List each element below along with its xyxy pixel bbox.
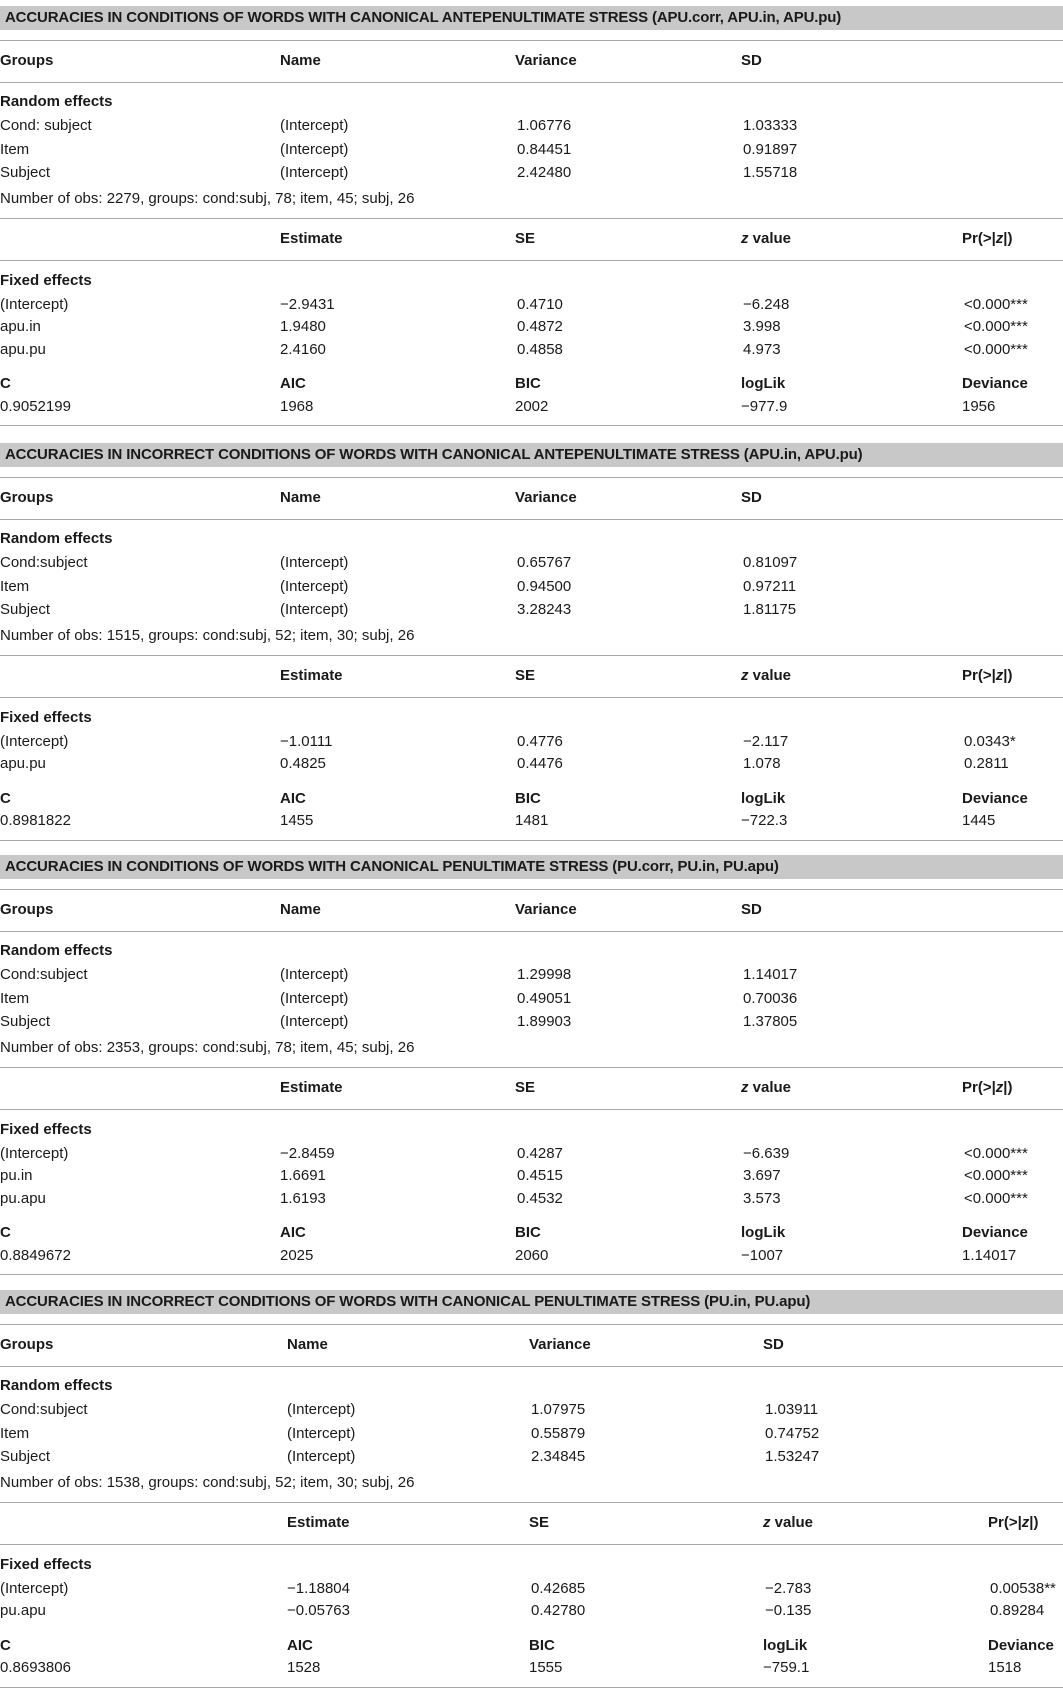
table-cell: (Intercept) — [280, 1013, 349, 1031]
column-header: SE — [515, 1078, 536, 1096]
table-cell: Subject — [0, 164, 51, 182]
table-cell: (Intercept) — [280, 117, 349, 134]
column-header-pvalue — [962, 665, 1013, 687]
column-header-z-value — [741, 1077, 791, 1099]
random-effects-header-row — [0, 50, 1063, 72]
pr-prefix: Pr(>| — [962, 229, 996, 247]
table-cell: 0.4872 — [517, 318, 563, 336]
z-italic: z — [741, 666, 749, 684]
divider — [0, 1687, 1063, 1688]
pr-suffix: |) — [1003, 229, 1013, 247]
divider — [0, 519, 1063, 520]
table-row — [0, 1578, 1063, 1600]
table-cell: 0.70036 — [743, 989, 798, 1007]
table-cell: (Intercept) — [0, 732, 69, 750]
table-cell: −6.639 — [743, 1144, 790, 1162]
fit-statistic-label: logLik — [741, 1224, 786, 1242]
table-cell: 0.4858 — [517, 340, 563, 358]
table-row — [0, 576, 1063, 598]
table-row — [0, 964, 1063, 986]
fit-statistic-value: 1455 — [280, 812, 314, 830]
table-cell: (Intercept) — [287, 1401, 356, 1418]
column-header: Name — [280, 52, 321, 69]
z-value-label: value — [748, 1078, 792, 1096]
divider — [0, 931, 1063, 932]
table-cell: −2.117 — [743, 732, 789, 750]
table-cell: (Intercept) — [280, 577, 349, 595]
table-cell: 3.28243 — [517, 601, 572, 619]
table-cell: Item — [0, 140, 30, 158]
fit-statistic-value: −722.3 — [741, 812, 788, 830]
divider — [0, 1109, 1063, 1110]
fit-statistic-label: AIC — [287, 1636, 313, 1654]
section-title-banner — [0, 6, 1063, 30]
table-row — [0, 1143, 1063, 1165]
fit-statistics-header-row — [0, 1222, 1063, 1244]
fit-statistics-header-row — [0, 788, 1063, 810]
fixed-effects-label-row — [0, 707, 1063, 729]
table-cell: <0.000*** — [964, 340, 1028, 358]
fixed-effects-label: Fixed effects — [0, 1120, 92, 1138]
table-cell: Cond:subject — [0, 966, 88, 983]
random-effects-label-row — [0, 940, 1063, 962]
table-cell: Cond:subject — [0, 554, 88, 571]
column-header: SD — [741, 901, 762, 918]
table-cell: Item — [0, 1424, 30, 1442]
random-effects-label: Random effects — [0, 1377, 113, 1394]
divider — [0, 840, 1063, 841]
fit-statistic-value: 1528 — [287, 1659, 321, 1677]
fit-statistic-value: 0.8981822 — [0, 812, 71, 830]
fit-statistic-value: −1007 — [741, 1246, 784, 1264]
table-cell: Item — [0, 989, 30, 1007]
fit-statistic-label: Deviance — [988, 1636, 1054, 1654]
table-cell: 1.29998 — [517, 966, 572, 983]
pr-suffix: |) — [1003, 1078, 1013, 1096]
fit-statistic-value: 0.8693806 — [0, 1659, 71, 1677]
table-cell: (Intercept) — [287, 1424, 356, 1442]
fit-statistic-label: AIC — [280, 375, 306, 393]
z-italic: z — [741, 1078, 749, 1096]
fit-statistic-label: C — [0, 375, 11, 393]
table-cell: 0.84451 — [517, 140, 572, 158]
fit-statistic-value: 1968 — [280, 397, 314, 415]
fixed-effects-header-row — [0, 228, 1063, 250]
divider — [0, 1274, 1063, 1275]
fit-statistic-value: 2060 — [515, 1246, 549, 1264]
table-cell: <0.000*** — [964, 318, 1028, 336]
divider — [0, 655, 1063, 656]
table-row — [0, 1011, 1063, 1033]
table-cell: 1.55718 — [743, 164, 798, 182]
divider — [0, 1366, 1063, 1367]
table-cell: 0.55879 — [531, 1424, 586, 1442]
fit-statistic-value: 2025 — [280, 1246, 314, 1264]
table-row — [0, 1188, 1063, 1210]
observations-note-row — [0, 1472, 1063, 1494]
column-header: Variance — [515, 52, 577, 69]
fit-statistics-value-row — [0, 396, 1063, 418]
column-header-pvalue — [962, 1077, 1013, 1099]
table-cell: (Intercept) — [280, 554, 349, 571]
table-cell: 1.89903 — [517, 1013, 572, 1031]
column-header: Variance — [515, 489, 577, 506]
column-header-pvalue — [988, 1512, 1039, 1534]
table-row — [0, 1446, 1063, 1468]
column-header: Groups — [0, 52, 54, 69]
table-cell: 0.49051 — [517, 989, 572, 1007]
fixed-effects-header-row — [0, 665, 1063, 687]
observations-note: Number of obs: 1515, groups: cond:subj, 52; item, 30; subj, 26 — [0, 626, 415, 644]
table-cell: apu.pu — [0, 340, 46, 358]
table-cell: apu.pu — [0, 755, 46, 773]
observations-note-row — [0, 1037, 1063, 1059]
table-cell: 0.42685 — [531, 1579, 586, 1597]
column-header: Estimate — [280, 666, 343, 684]
fit-statistic-value: 0.8849672 — [0, 1246, 71, 1264]
fit-statistic-value: −977.9 — [741, 397, 788, 415]
fit-statistic-value: 1.14017 — [962, 1246, 1017, 1264]
table-cell: 3.573 — [743, 1189, 781, 1207]
table-cell: 4.973 — [743, 340, 781, 358]
divider — [0, 697, 1063, 698]
table-cell: 1.9480 — [280, 318, 326, 336]
fit-statistics-value-row — [0, 1657, 1063, 1679]
table-cell: −2.8459 — [280, 1144, 335, 1162]
divider — [0, 889, 1063, 890]
column-header-z-value — [741, 228, 791, 250]
section-title: ACCURACIES IN INCORRECT CONDITIONS OF WORDS WITH CANONICAL ANTEPENULTIMATE STRESS (APU.in, APU.pu) — [5, 446, 863, 463]
table-row — [0, 599, 1063, 621]
fit-statistic-value: 1555 — [529, 1659, 563, 1677]
section-title-banner — [0, 443, 1063, 467]
table-row — [0, 115, 1063, 137]
fit-statistic-label: logLik — [741, 375, 786, 393]
table-cell: 0.65767 — [517, 554, 572, 571]
fit-statistic-label: BIC — [515, 1224, 541, 1242]
fixed-effects-label-row — [0, 1554, 1063, 1576]
table-row — [0, 316, 1063, 338]
column-header: Name — [280, 901, 321, 918]
table-cell: (Intercept) — [280, 164, 349, 182]
divider — [0, 218, 1063, 219]
table-cell: 0.4287 — [517, 1144, 563, 1162]
column-header-pvalue — [962, 228, 1013, 250]
random-effects-header-row — [0, 1334, 1063, 1356]
column-header: Name — [280, 489, 321, 506]
fit-statistic-label: logLik — [763, 1636, 808, 1654]
column-header: Variance — [515, 901, 577, 918]
fit-statistic-value: 0.9052199 — [0, 397, 71, 415]
table-cell: <0.000*** — [964, 1167, 1028, 1185]
column-header: Groups — [0, 1336, 54, 1353]
table-row — [0, 1165, 1063, 1187]
table-cell: −0.135 — [765, 1602, 812, 1620]
z-value-label: value — [770, 1513, 814, 1531]
table-cell: 0.89284 — [990, 1602, 1045, 1620]
fit-statistic-label: AIC — [280, 1224, 306, 1242]
section-title: ACCURACIES IN CONDITIONS OF WORDS WITH CANONICAL ANTEPENULTIMATE STRESS (APU.corr, APU.in, APU.pu) — [5, 9, 842, 26]
table-cell: 0.4710 — [517, 295, 563, 313]
divider — [0, 1067, 1063, 1068]
fixed-effects-label-row — [0, 1119, 1063, 1141]
pr-prefix: Pr(>| — [962, 666, 996, 684]
table-cell: 1.14017 — [743, 966, 798, 983]
table-cell: 0.4476 — [517, 755, 563, 773]
table-cell: pu.in — [0, 1167, 33, 1185]
table-cell: 1.6691 — [280, 1167, 326, 1185]
table-cell: 2.42480 — [517, 164, 572, 182]
divider — [0, 40, 1063, 41]
fixed-effects-label: Fixed effects — [0, 271, 92, 289]
column-header: SD — [741, 489, 762, 506]
table-cell: Subject — [0, 1448, 51, 1466]
table-cell: Subject — [0, 1013, 51, 1031]
table-cell: 1.078 — [743, 755, 781, 773]
fit-statistic-value: −759.1 — [763, 1659, 810, 1677]
column-header: SE — [529, 1513, 550, 1531]
fixed-effects-header-row — [0, 1512, 1063, 1534]
fit-statistic-value: 1518 — [988, 1659, 1022, 1677]
table-cell: <0.000*** — [964, 1189, 1028, 1207]
pr-prefix: Pr(>| — [988, 1513, 1022, 1531]
column-header: SD — [741, 52, 762, 69]
random-effects-label-row — [0, 1375, 1063, 1397]
table-cell: 1.6193 — [280, 1189, 326, 1207]
z-italic: z — [995, 1078, 1004, 1096]
fit-statistics-value-row — [0, 1245, 1063, 1267]
divider — [0, 1544, 1063, 1545]
table-cell: <0.000*** — [964, 1144, 1028, 1162]
table-row — [0, 988, 1063, 1010]
z-value-label: value — [748, 229, 792, 247]
section-title-banner — [0, 855, 1063, 879]
random-effects-label: Random effects — [0, 530, 113, 547]
random-effects-label-row — [0, 91, 1063, 113]
table-cell: −2.9431 — [280, 295, 335, 313]
table-cell: 0.81097 — [743, 554, 798, 571]
table-cell: 0.94500 — [517, 577, 572, 595]
divider — [0, 477, 1063, 478]
divider — [0, 260, 1063, 261]
table-cell: 0.97211 — [743, 577, 797, 595]
table-cell: pu.apu — [0, 1189, 46, 1207]
pr-suffix: |) — [1003, 666, 1013, 684]
observations-note: Number of obs: 1538, groups: cond:subj, 52; item, 30; subj, 26 — [0, 1473, 415, 1491]
table-row — [0, 339, 1063, 361]
column-header: SE — [515, 666, 536, 684]
column-header: Variance — [529, 1336, 591, 1353]
observations-note-row — [0, 625, 1063, 647]
observations-note: Number of obs: 2279, groups: cond:subj, 78; item, 45; subj, 26 — [0, 189, 415, 207]
table-cell: −1.0111 — [280, 732, 333, 750]
pr-prefix: Pr(>| — [962, 1078, 996, 1096]
z-italic: z — [995, 666, 1004, 684]
fixed-effects-label: Fixed effects — [0, 1555, 92, 1573]
z-italic: z — [1021, 1513, 1030, 1531]
table-cell: 1.37805 — [743, 1013, 798, 1031]
table-row — [0, 552, 1063, 574]
fit-statistic-label: C — [0, 1224, 11, 1242]
fit-statistics-header-row — [0, 1635, 1063, 1657]
fit-statistics-header-row — [0, 373, 1063, 395]
table-cell: (Intercept) — [287, 1448, 356, 1466]
table-cell: 0.42780 — [531, 1602, 586, 1620]
table-cell: 1.53247 — [765, 1448, 820, 1466]
table-cell: 0.4825 — [280, 755, 326, 773]
table-cell: (Intercept) — [280, 966, 349, 983]
table-cell: Cond:subject — [0, 1401, 88, 1418]
table-cell: −0.05763 — [287, 1602, 350, 1620]
table-cell: (Intercept) — [280, 601, 349, 619]
column-header: Estimate — [280, 229, 343, 247]
fixed-effects-label: Fixed effects — [0, 708, 92, 726]
divider — [0, 425, 1063, 426]
z-value-label: value — [748, 666, 792, 684]
fit-statistic-label: logLik — [741, 789, 786, 807]
section-title-banner — [0, 1290, 1063, 1314]
fit-statistic-label: Deviance — [962, 1224, 1028, 1242]
table-cell: (Intercept) — [0, 295, 69, 313]
column-header: Groups — [0, 901, 54, 918]
fixed-effects-label-row — [0, 270, 1063, 292]
fit-statistic-label: Deviance — [962, 789, 1028, 807]
table-row — [0, 731, 1063, 753]
divider — [0, 1502, 1063, 1503]
column-header: Groups — [0, 489, 54, 506]
table-cell: Item — [0, 577, 30, 595]
random-effects-header-row — [0, 487, 1063, 509]
random-effects-label: Random effects — [0, 93, 113, 110]
table-row — [0, 139, 1063, 161]
observations-note: Number of obs: 2353, groups: cond:subj, 78; item, 45; subj, 26 — [0, 1038, 415, 1056]
table-cell: 1.06776 — [517, 117, 572, 134]
table-row — [0, 753, 1063, 775]
z-italic: z — [763, 1513, 771, 1531]
fit-statistic-value: 1956 — [962, 397, 996, 415]
column-header-z-value — [741, 665, 791, 687]
table-cell: −1.18804 — [287, 1579, 350, 1597]
table-cell: 0.4515 — [517, 1167, 563, 1185]
table-cell: pu.apu — [0, 1602, 46, 1620]
table-cell: Subject — [0, 601, 51, 619]
random-effects-label-row — [0, 528, 1063, 550]
fit-statistic-label: BIC — [515, 375, 541, 393]
random-effects-header-row — [0, 899, 1063, 921]
table-row — [0, 1600, 1063, 1622]
random-effects-label: Random effects — [0, 942, 113, 959]
column-header: SD — [763, 1336, 784, 1353]
table-cell: 2.4160 — [280, 340, 326, 358]
fit-statistic-value: 1481 — [515, 812, 549, 830]
divider — [0, 1324, 1063, 1325]
table-cell: −6.248 — [743, 295, 790, 313]
table-cell: <0.000*** — [964, 295, 1028, 313]
column-header: Estimate — [280, 1078, 343, 1096]
table-cell: (Intercept) — [280, 140, 349, 158]
table-cell: (Intercept) — [280, 989, 349, 1007]
fit-statistics-value-row — [0, 810, 1063, 832]
column-header: Estimate — [287, 1513, 350, 1531]
table-row — [0, 1423, 1063, 1445]
column-header: Name — [287, 1336, 328, 1353]
table-cell: 1.03333 — [743, 117, 798, 134]
table-cell: 0.74752 — [765, 1424, 820, 1442]
table-cell: 1.03911 — [765, 1401, 819, 1418]
section-title: ACCURACIES IN INCORRECT CONDITIONS OF WORDS WITH CANONICAL PENULTIMATE STRESS (PU.in, PU.apu) — [5, 1293, 811, 1310]
fit-statistic-label: BIC — [515, 789, 541, 807]
pr-suffix: |) — [1029, 1513, 1039, 1531]
section-title: ACCURACIES IN CONDITIONS OF WORDS WITH CANONICAL PENULTIMATE STRESS (PU.corr, PU.in, PU.apu) — [5, 858, 779, 875]
table-row — [0, 294, 1063, 316]
fit-statistic-value: 1445 — [962, 812, 996, 830]
fit-statistic-value: 2002 — [515, 397, 549, 415]
fit-statistic-label: AIC — [280, 789, 306, 807]
table-cell: 0.2811 — [964, 755, 1009, 773]
divider — [0, 82, 1063, 83]
fit-statistic-label: C — [0, 789, 11, 807]
table-row — [0, 1399, 1063, 1421]
fit-statistic-label: Deviance — [962, 375, 1028, 393]
table-cell: apu.in — [0, 318, 41, 336]
table-cell: (Intercept) — [0, 1579, 69, 1597]
z-italic: z — [995, 229, 1004, 247]
table-cell: 3.998 — [743, 318, 781, 336]
fit-statistic-label: C — [0, 1636, 11, 1654]
table-cell: (Intercept) — [0, 1144, 69, 1162]
table-cell: 0.4776 — [517, 732, 563, 750]
table-cell: 0.00538** — [990, 1579, 1056, 1597]
table-cell: 1.81175 — [743, 601, 797, 619]
table-cell: −2.783 — [765, 1579, 812, 1597]
fixed-effects-header-row — [0, 1077, 1063, 1099]
table-cell: 0.4532 — [517, 1189, 563, 1207]
fit-statistic-label: BIC — [529, 1636, 555, 1654]
table-cell: 3.697 — [743, 1167, 781, 1185]
table-cell: 0.91897 — [743, 140, 798, 158]
column-header: SE — [515, 229, 536, 247]
observations-note-row — [0, 188, 1063, 210]
column-header-z-value — [763, 1512, 813, 1534]
z-italic: z — [741, 229, 749, 247]
table-cell: 0.0343* — [964, 732, 1016, 750]
table-cell: Cond: subject — [0, 117, 92, 134]
table-row — [0, 162, 1063, 184]
table-cell: 2.34845 — [531, 1448, 586, 1466]
table-cell: 1.07975 — [531, 1401, 586, 1418]
